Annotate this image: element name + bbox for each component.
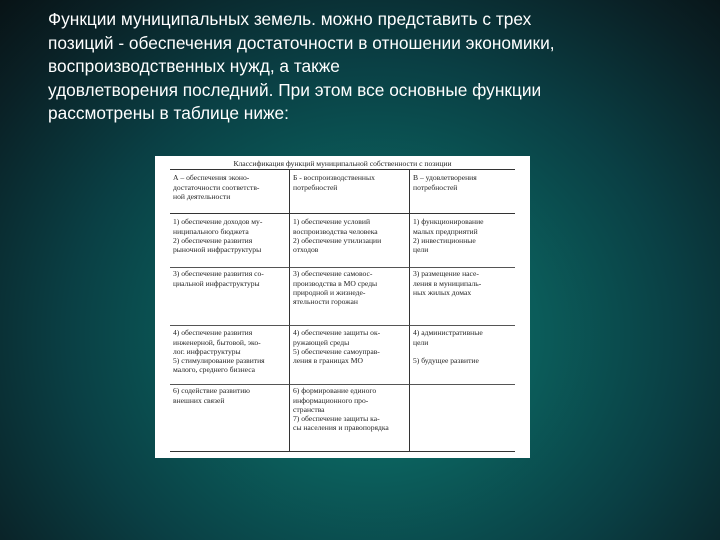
table-caption: Классификация функций муниципальной собственности с позиции bbox=[170, 159, 515, 170]
cell-line: 1) обеспечение доходов му- bbox=[173, 217, 263, 227]
header-cell-c bbox=[410, 170, 515, 214]
classification-table bbox=[170, 159, 515, 452]
cell-line: внешних связей bbox=[173, 395, 225, 405]
cell-line: потребностей bbox=[293, 182, 338, 192]
cell-line: лог. инфраструктуры bbox=[173, 346, 241, 356]
cell-line: ятельности горожан bbox=[293, 297, 358, 307]
cell-line: малых предприятий bbox=[413, 226, 478, 236]
cell-line: ниципального бюджета bbox=[173, 226, 249, 236]
cell-line: рыночной инфраструктуры bbox=[173, 245, 262, 255]
cell-line: 1) функционирование bbox=[413, 217, 484, 227]
cell-line: 4) обеспечение развития bbox=[173, 328, 253, 338]
cell-line: ления в муниципаль- bbox=[413, 278, 482, 288]
table-cell bbox=[290, 385, 410, 452]
table-cell bbox=[170, 385, 290, 452]
cell-line: циальной инфраструктуры bbox=[173, 278, 260, 288]
cell-line: 5) стимулирование развития bbox=[173, 356, 265, 366]
cell-line: малого, среднего бизнеса bbox=[173, 365, 256, 375]
intro-line: Функции муниципальных земель. можно представить с трех bbox=[48, 9, 532, 29]
cell-line: 5) обеспечение самоуправ- bbox=[293, 346, 380, 356]
cell-line: 5) будущее развитие bbox=[413, 356, 479, 366]
cell-line: информационного про- bbox=[293, 395, 369, 405]
cell-line: 4) административные bbox=[413, 328, 483, 338]
cell-line: 6) формирование единого bbox=[293, 386, 377, 396]
cell-line: отходов bbox=[293, 245, 319, 255]
table-cell bbox=[290, 214, 410, 268]
cell-line: 1) обеспечение условий bbox=[293, 217, 371, 227]
cell-line: воспроизводства человека bbox=[293, 226, 378, 236]
cell-line: достаточности соответств- bbox=[173, 182, 260, 192]
intro-line: позиций - обеспечения достаточности в отношении экономики, bbox=[48, 32, 555, 53]
cell-line: странства bbox=[293, 404, 325, 414]
intro-line: удовлетворения последний. При этом все основные функции bbox=[48, 79, 542, 100]
intro-line: рассмотрены в таблице ниже: bbox=[48, 103, 289, 123]
intro-paragraph bbox=[48, 8, 688, 126]
cell-line: 2) обеспечение развития bbox=[173, 235, 253, 245]
cell-line: ружающей среды bbox=[293, 337, 350, 347]
cell-line: цели bbox=[413, 245, 429, 255]
cell-line bbox=[413, 347, 512, 356]
cell-line: 2) инвестиционные bbox=[413, 235, 476, 245]
cell-line: 3) размещение насе- bbox=[413, 269, 479, 279]
cell-line: 7) обеспечение защиты ка- bbox=[293, 414, 380, 424]
cell-line: 2) обеспечение утилизации bbox=[293, 235, 382, 245]
cell-line: 6) содействие развитию bbox=[173, 386, 250, 396]
cell-line: 4) обеспечение защиты ок- bbox=[293, 328, 381, 338]
table-cell bbox=[170, 326, 290, 385]
cell-line: потребностей bbox=[413, 182, 458, 192]
cell-line: В – удовлетворения bbox=[413, 173, 477, 183]
cell-line: инженерной, бытовой, эко- bbox=[173, 337, 261, 347]
cell-line: ных жилых домах bbox=[413, 287, 472, 297]
table-grid bbox=[170, 170, 515, 452]
table-image bbox=[155, 156, 530, 458]
table-cell bbox=[290, 326, 410, 385]
header-cell-b bbox=[290, 170, 410, 214]
cell-line: Б - воспроизводственных bbox=[293, 173, 375, 183]
header-cell-a bbox=[170, 170, 290, 214]
table-cell bbox=[410, 268, 515, 326]
cell-line: производства в МО среды bbox=[293, 278, 378, 288]
table-cell bbox=[290, 268, 410, 326]
table-cell bbox=[410, 385, 515, 452]
cell-line: цели bbox=[413, 337, 429, 347]
intro-line: воспроизводственных нужд, а также bbox=[48, 56, 340, 76]
cell-line: А – обеспечения эконо- bbox=[173, 173, 250, 183]
table-cell bbox=[170, 214, 290, 268]
table-cell bbox=[410, 214, 515, 268]
cell-line: природной и жизнеде- bbox=[293, 287, 366, 297]
table-cell bbox=[410, 326, 515, 385]
cell-line: ления в границах МО bbox=[293, 356, 363, 366]
cell-line: сы населения и правопорядка bbox=[293, 423, 389, 433]
table-cell bbox=[170, 268, 290, 326]
cell-line: ной деятельности bbox=[173, 191, 231, 201]
cell-line: 3) обеспечение самовос- bbox=[293, 269, 373, 279]
cell-line: 3) обеспечение развития со- bbox=[173, 269, 264, 279]
